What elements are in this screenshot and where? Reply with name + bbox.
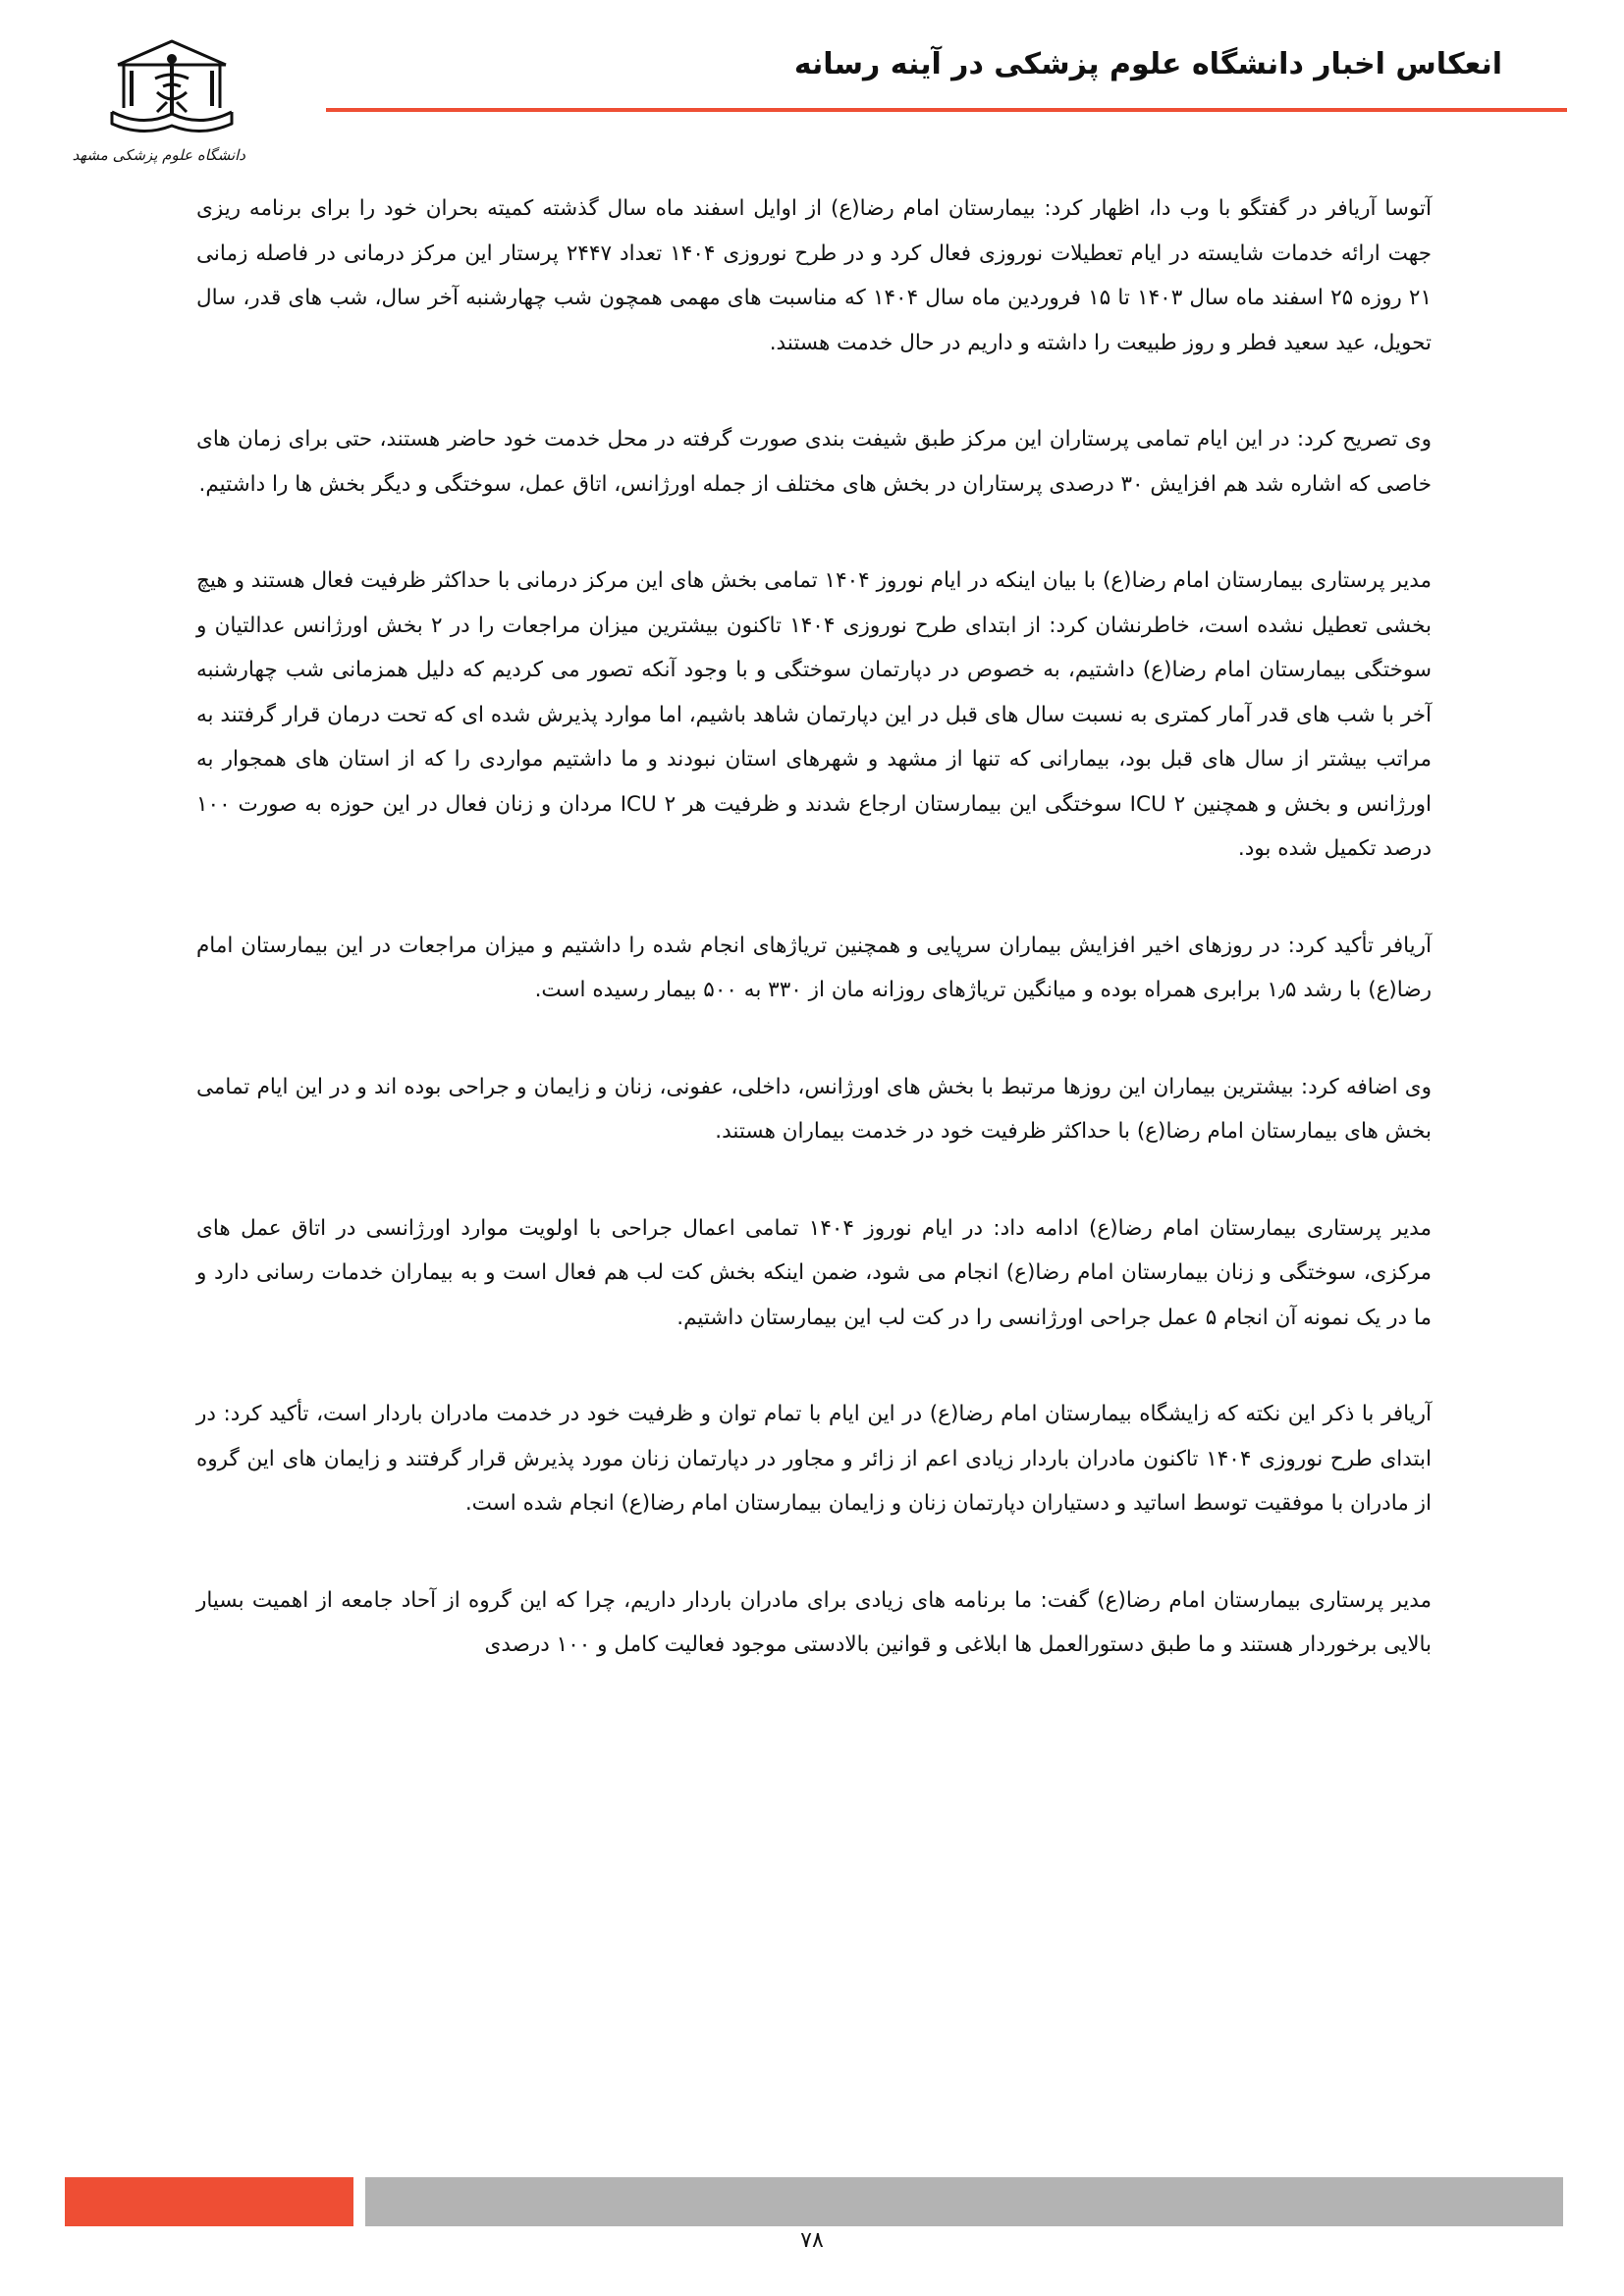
article-paragraph: آتوسا آریافر در گفتگو با وب دا، اظهار کرد: بیمارستان امام رضا(ع) از اوایل اسفند ماه سال گذشته کمیته بحران خود را برای برنامه ریزی جهت ارائه خدمات شایسته در ایام تعطیلات نوروزی فعال کرد و در طرح نوروزی ۱۴۰۴ تعداد ۲۴۴۷ پرستار این مرکز درمانی در فاصله زمانی ۲۱ روزه ۲۵ اسفند ماه سال ۱۴۰۳ تا ۱۵ فروردین ماه سال ۱۴۰۴ که مناسبت های مهمی همچون شب چهارشنبه آخر سال، شب های قدر، سال تحویل، عید سعید فطر و روز طبیعت را داشته و داریم در حال خدمت هستند. <box>196 196 1433 355</box>
university-emblem-icon <box>98 35 245 145</box>
article-paragraph: وی تصریح کرد: در این ایام تمامی پرستاران این مرکز طبق شیفت بندی صورت گرفته در محل خدمت خود حاضر هستند، حتی برای زمان های خاصی که اشاره شد هم افزایش ۳۰ درصدی پرستاران در بخش های مختلف از جمله اورژانس، اتاق عمل، سوختگی و دیگر بخش ها را داشتیم. <box>196 427 1432 497</box>
article-paragraph: مدیر پرستاری بیمارستان امام رضا(ع) گفت: ما برنامه های زیادی برای مادران باردار داریم، چرا که این گروه از آحاد جامعه از اهمیت بسیار بالایی برخوردار هستند و ما طبق دستورالعمل ها ابلاغی و قوانین بالادستی موجود فعالیت کامل و ۱۰۰ درصدی <box>196 1587 1432 1657</box>
page-title: انعکاس اخبار دانشگاه علوم پزشکی در آینه رسانه <box>793 47 1502 81</box>
article-paragraph: مدیر پرستاری بیمارستان امام رضا(ع) ادامه داد: در ایام نوروز ۱۴۰۴ تمامی اعمال جراحی با اولویت موارد اورژانسی در اتاق عمل های مرکزی، سوختگی و زنان بیمارستان امام رضا(ع) انجام می شود، ضمن اینکه بخش کت لب هم فعال است و به بیماران خدمات رسانی دارد و ما در یک نمونه آن انجام ۵ عمل جراحی اورژانسی را در کت لب این بیمارستان داشتیم. <box>196 1215 1432 1330</box>
footer-accent-bar <box>65 2177 353 2226</box>
university-logo <box>72 35 245 173</box>
article-body <box>196 187 1432 1720</box>
footer-gray-bar <box>365 2177 1563 2226</box>
page-number: ۷۸ <box>800 2228 824 2253</box>
logo-caption: دانشگاه علوم پزشکی مشهد <box>72 146 245 164</box>
header-divider <box>326 108 1567 112</box>
article-paragraph: وی اضافه کرد: بیشترین بیماران این روزها مرتبط با بخش های اورژانس، داخلی، عفونی، زنان و زایمان و جراحی بوده اند و در این ایام تمامی بخش های بیمارستان امام رضا(ع) با حداکثر ظرفیت خود در خدمت بیماران هستند. <box>196 1074 1432 1144</box>
article-paragraph: آریافر تأکید کرد: در روزهای اخیر افزایش بیماران سرپایی و همچنین تریاژهای انجام شده را داشتیم و میزان مراجعات در این بیمارستان امام رضا(ع) با رشد ۱٫۵ برابری همراه بوده و میانگین تریاژهای روزانه مان از ۳۳۰ به ۵۰۰ بیمار رسیده است. <box>196 933 1432 1002</box>
header-divider-line <box>326 108 1567 112</box>
article-paragraph: آریافر با ذکر این نکته که زایشگاه بیمارستان امام رضا(ع) در این ایام با تمام توان و ظرفیت خود در خدمت مادران باردار است، تأکید کرد: در ابتدای طرح نوروزی ۱۴۰۴ تاکنون مادران باردار زیادی اعم از زائر و مجاور در دپارتمان زنان مورد پذیرش قرار گرفتند و زایمان های این گروه از مادران با موفقیت توسط اساتید و دستیاران دپارتمان زنان و زایمان بیمارستان امام رضا(ع) انجام شده است. <box>196 1402 1432 1516</box>
article-paragraph: مدیر پرستاری بیمارستان امام رضا(ع) با بیان اینکه در ایام نوروز ۱۴۰۴ تمامی بخش های این مرکز درمانی با حداکثر ظرفیت فعال هستند و هیچ بخشی تعطیل نشده است، خاطرنشان کرد: از ابتدای طرح نوروزی ۱۴۰۴ تاکنون بیشترین میزان مراجعات را در ۲ بخش اورژانس عدالتیان و سوختگی بیمارستان امام رضا(ع) داشتیم، به خصوص در دپارتمان سوختگی و با وجود آنکه تصور می کردیم که دلیل همزمانی شب چهارشنبه آخر با شب های قدر آمار کمتری به نسبت سال های قبل در این دپارتمان شاهد باشیم، اما موارد پذیرش شده ای که تحت درمان قرار گرفتند به مراتب بیشتر از سال های قبل بود، بیمارانی که تنها از مشهد و شهرهای استان نبودند و ما داشتیم مواردی را که از استان های همجوار به اورژانس و بخش و همچنین ۲ ICU سوختگی این بیمارستان ارجاع شدند و ظرفیت هر ۲ ICU مردان و زنان فعال در این حوزه به صورت ۱۰۰ درصد تکمیل شده بود. <box>196 568 1432 861</box>
